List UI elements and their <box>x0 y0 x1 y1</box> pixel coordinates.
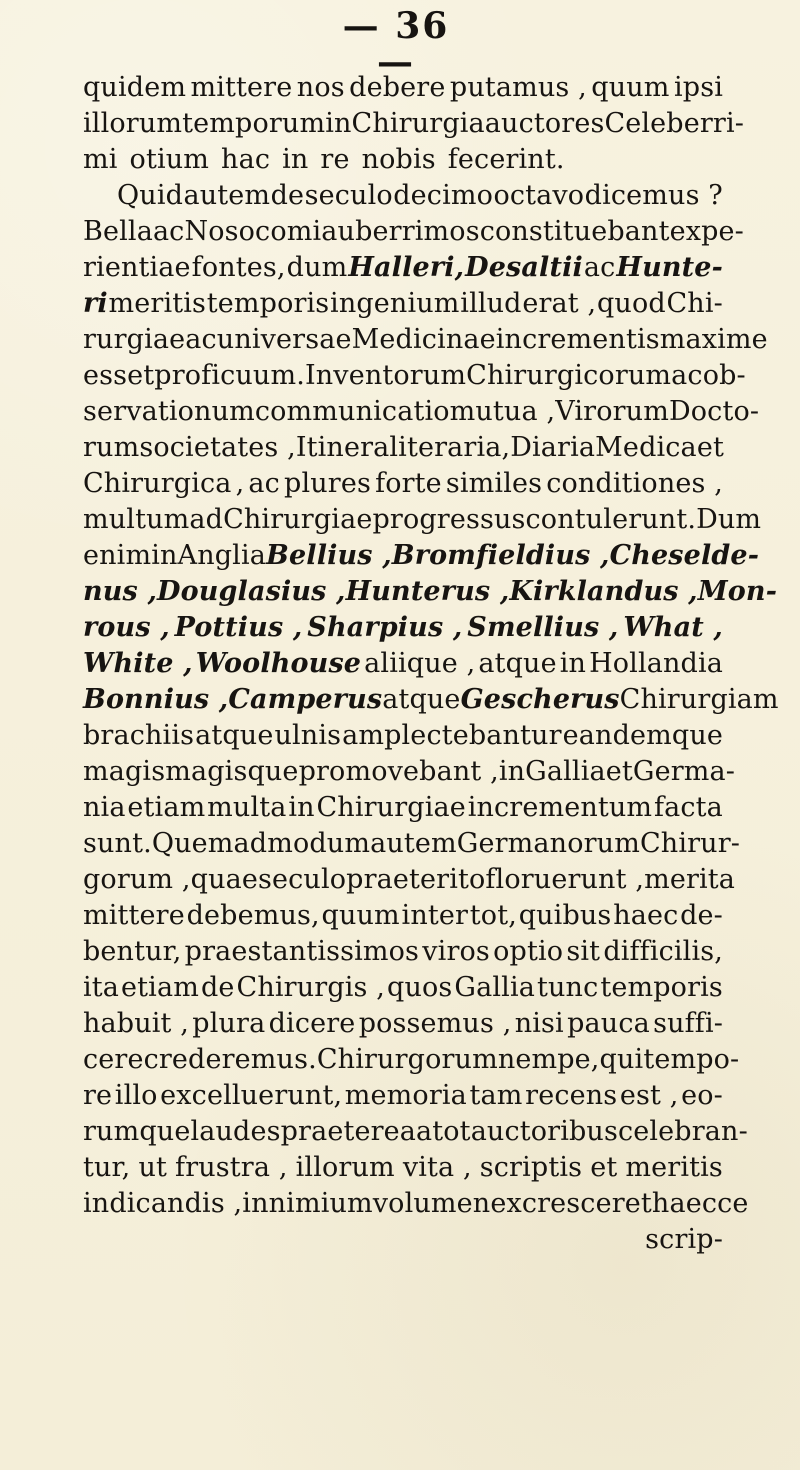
text-line <box>83 574 778 610</box>
text-word: erat , <box>522 288 597 319</box>
text-word: similes <box>445 468 543 499</box>
text-word: promovebant , <box>298 756 499 787</box>
text-line <box>83 646 723 682</box>
text-word: a <box>416 1116 433 1147</box>
text-word: facta <box>654 792 723 823</box>
text-word: Cheselde- <box>609 540 760 571</box>
text-word: sit <box>566 936 601 967</box>
text-word: floruerunt , <box>485 864 645 895</box>
text-word: Bella <box>83 216 153 247</box>
text-line <box>83 1078 723 1114</box>
text-word: atque <box>195 720 274 751</box>
text-word: de <box>270 180 305 211</box>
text-word: magisque <box>165 756 299 787</box>
text-word: communicatio <box>254 396 450 427</box>
text-word: illud <box>460 288 522 319</box>
text-word: magis <box>83 756 166 787</box>
text-word: maxime <box>659 324 768 355</box>
text-word: rum <box>83 432 140 463</box>
text-word: What , <box>623 612 723 643</box>
text-word: inter <box>401 900 469 931</box>
text-word: ulnis <box>274 720 342 751</box>
text-line <box>83 1222 723 1258</box>
text-word: Quemadmodum <box>151 828 371 859</box>
text-word: nia <box>83 792 126 823</box>
text-word: Medicinae <box>351 324 496 355</box>
text-word: merita <box>644 864 736 895</box>
text-word: re <box>320 144 350 175</box>
text-word: nos <box>296 72 345 103</box>
text-word: autem <box>183 180 271 211</box>
text-word: Diaria <box>510 432 596 463</box>
text-word: Chi- <box>666 288 723 319</box>
text-line <box>83 358 746 394</box>
text-word: in <box>288 792 315 823</box>
text-word: dicemus ? <box>584 180 723 211</box>
text-word: mittere <box>190 72 293 103</box>
text-word: celebran- <box>617 1116 748 1147</box>
text-word: proficuum. <box>154 360 305 391</box>
text-word: atque <box>382 684 461 715</box>
text-word: re <box>83 1080 113 1111</box>
text-word: volumen <box>372 1188 491 1219</box>
text-word: ac <box>185 324 217 355</box>
text-word: Douglasius , <box>157 576 346 607</box>
text-word: ad <box>189 504 224 535</box>
text-word: laudes <box>190 1116 281 1147</box>
text-word: viros <box>422 936 490 967</box>
text-word: otium <box>129 144 210 175</box>
text-line <box>83 682 779 718</box>
text-word: fontes, <box>191 252 286 283</box>
text-word: Pottius , <box>174 612 303 643</box>
text-line <box>83 502 762 538</box>
text-word: contulerunt. <box>525 504 697 535</box>
text-word: sunt. <box>83 828 152 859</box>
text-word: quae <box>190 864 259 895</box>
text-word: debere <box>349 72 446 103</box>
text-word: tam <box>469 1080 523 1111</box>
text-word: plura <box>192 1008 266 1039</box>
text-word: expe- <box>669 216 744 247</box>
text-word: dum <box>286 252 348 283</box>
text-word: tempo- <box>643 1044 740 1075</box>
text-word: Chirurgiae <box>223 504 373 535</box>
text-line <box>83 970 723 1006</box>
text-word: multa <box>207 792 287 823</box>
text-word: Gescherus <box>460 684 620 715</box>
text-word: uberrimos <box>337 216 480 247</box>
text-line <box>83 718 723 754</box>
text-line <box>83 214 744 250</box>
text-word: Camperus <box>228 684 383 715</box>
text-line <box>83 610 723 646</box>
text-word: pauca <box>567 1008 650 1039</box>
text-word: meritis <box>625 1152 723 1183</box>
text-word: hac <box>221 144 271 175</box>
text-word: Hollandia <box>589 648 723 679</box>
text-word: est , <box>619 1080 679 1111</box>
text-word: seculo <box>258 864 347 895</box>
text-word: suffi- <box>653 1008 723 1039</box>
text-word: Sharpius , <box>307 612 463 643</box>
text-line <box>83 898 723 934</box>
text-word: Chirurgorum <box>316 1044 498 1075</box>
text-word: mittere <box>83 900 185 931</box>
text-word: ac <box>671 360 703 391</box>
text-word: tur, <box>83 1152 131 1183</box>
text-word: enim <box>83 540 152 571</box>
text-word: Mon- <box>697 576 778 607</box>
text-word: Quid <box>117 180 184 211</box>
text-word: universae <box>216 324 352 355</box>
text-word: esset <box>83 360 155 391</box>
text-word: et <box>696 432 724 463</box>
text-word: etiam <box>127 792 206 823</box>
text-word: bentur, <box>83 936 182 967</box>
text-word: Nosocomia <box>184 216 338 247</box>
text-word: gorum , <box>83 864 191 895</box>
text-word: rientiae <box>83 252 191 283</box>
text-word: ac <box>152 216 185 247</box>
text-word: excresceret <box>490 1188 652 1219</box>
text-word: rous , <box>83 612 170 643</box>
text-word: illorum <box>295 1152 395 1183</box>
text-word: Hunte- <box>616 252 723 283</box>
text-word: meritis <box>108 288 207 319</box>
text-word: progressus <box>372 504 526 535</box>
text-word: ri <box>83 288 108 319</box>
text-word: Dum <box>696 504 762 535</box>
text-word: Germa- <box>632 756 736 787</box>
text-word: nobis <box>361 144 436 175</box>
text-word: praestantissimos <box>184 936 420 967</box>
text-word: Kirklandus , <box>509 576 698 607</box>
text-word: vita , <box>402 1152 472 1183</box>
text-word: seculo <box>304 180 393 211</box>
text-line <box>83 322 768 358</box>
text-word: praeterito <box>346 864 486 895</box>
text-word: de <box>200 972 235 1003</box>
text-word: Chirurgiam <box>619 684 779 715</box>
text-word: plures <box>284 468 371 499</box>
text-word: in <box>282 144 309 175</box>
text-word: fecerint. <box>447 144 565 175</box>
text-word: crederemus. <box>143 1044 317 1075</box>
text-word: temporis <box>600 972 723 1003</box>
text-word: rumque <box>83 1116 191 1147</box>
text-line <box>83 934 723 970</box>
text-word: conditiones , <box>546 468 723 499</box>
text-line <box>83 1150 723 1186</box>
text-word: memoria <box>344 1080 467 1111</box>
text-line <box>83 466 723 502</box>
text-word: de- <box>680 900 723 931</box>
text-word: Bellius , <box>266 540 392 571</box>
text-word: frustra , <box>175 1152 288 1183</box>
text-word: nimium <box>268 1188 373 1219</box>
text-line <box>83 430 723 466</box>
text-word: tot <box>432 1116 471 1147</box>
text-word: incrementis <box>495 324 660 355</box>
text-word: multum <box>83 504 190 535</box>
text-word: servationum <box>83 396 255 427</box>
text-word: Bromfieldius , <box>391 540 610 571</box>
text-word: nisi <box>514 1008 564 1039</box>
text-word: Smellius , <box>467 612 619 643</box>
text-word: indicandis , <box>83 1188 243 1219</box>
text-word: ita <box>83 972 120 1003</box>
text-word: amplectebantur <box>342 720 562 751</box>
text-word: ac <box>583 252 616 283</box>
text-word: Hunterus , <box>345 576 510 607</box>
text-word: brachiis <box>83 720 195 751</box>
text-word: , <box>235 468 245 499</box>
text-line <box>83 286 723 322</box>
text-word: Chirurgis , <box>236 972 386 1003</box>
text-word: Gallia <box>454 972 535 1003</box>
text-word: qui <box>599 1044 644 1075</box>
text-word: possemus , <box>358 1008 512 1039</box>
text-word: decimo <box>393 180 494 211</box>
text-word: in <box>151 540 178 571</box>
text-word: Halleri, <box>348 252 465 283</box>
text-word: quos <box>387 972 453 1003</box>
text-word: ingenium <box>330 288 460 319</box>
text-word: quum <box>321 900 400 931</box>
text-word: nus , <box>83 576 158 607</box>
text-line <box>83 1006 723 1042</box>
text-word: optio <box>493 936 564 967</box>
page-number: — 36 — <box>342 5 450 83</box>
text-word: Anglia <box>177 540 266 571</box>
text-line <box>83 250 723 286</box>
text-word: quod <box>596 288 666 319</box>
text-word: haecce <box>651 1188 749 1219</box>
text-line <box>83 538 760 574</box>
text-word: Medica <box>595 432 697 463</box>
text-word: Chirurgiae <box>316 792 466 823</box>
text-word: Celeberri- <box>604 108 745 139</box>
text-word: praeterea <box>280 1116 417 1147</box>
text-word: excelluerunt, <box>160 1080 343 1111</box>
text-word: in <box>559 648 587 679</box>
text-word: Chirurgia <box>351 108 485 139</box>
text-word: auctoribus <box>470 1116 618 1147</box>
text-line <box>83 70 723 106</box>
text-word: tunc <box>536 972 599 1003</box>
text-word: Germanorum <box>456 828 640 859</box>
text-word: Gallia <box>525 756 606 787</box>
text-word: tot, <box>469 900 517 931</box>
text-line <box>83 826 741 862</box>
text-line <box>83 394 760 430</box>
text-word: rurgiae <box>83 324 186 355</box>
text-word: et <box>605 756 633 787</box>
text-word: Inventorum <box>304 360 467 391</box>
text-word: difficilis, <box>603 936 723 967</box>
text-word: societates , <box>139 432 296 463</box>
text-word: auctores <box>484 108 605 139</box>
text-word: in <box>325 108 352 139</box>
text-line <box>83 1186 749 1222</box>
text-word: cere <box>83 1044 144 1075</box>
text-word: Chirurgica <box>83 468 232 499</box>
text-word: ipsi <box>673 72 723 103</box>
text-word: eo- <box>681 1080 723 1111</box>
text-word: forte <box>375 468 442 499</box>
text-word: etiam <box>121 972 199 1003</box>
text-word: in <box>498 756 526 787</box>
text-word: aliique , <box>364 648 476 679</box>
text-word: scriptis <box>479 1152 583 1183</box>
text-word: autem <box>370 828 457 859</box>
text-word: ut <box>138 1152 167 1183</box>
text-word: Docto- <box>668 396 760 427</box>
text-word: constituebant <box>479 216 670 247</box>
text-line <box>83 862 736 898</box>
text-word: eandemque <box>562 720 723 751</box>
text-word: Chirur- <box>639 828 741 859</box>
text-word: Itinera <box>295 432 390 463</box>
text-word: Virorum <box>555 396 669 427</box>
text-word: octavo <box>493 180 585 211</box>
text-word: debemus, <box>186 900 320 931</box>
text-word: putamus , <box>449 72 587 103</box>
text-line <box>83 1042 740 1078</box>
text-line <box>83 106 745 142</box>
text-word: quidem <box>83 72 187 103</box>
text-word: ac <box>248 468 280 499</box>
text-word: literaria, <box>389 432 511 463</box>
text-line <box>83 1114 748 1150</box>
text-word: dicere <box>268 1008 356 1039</box>
text-word: mi <box>83 144 118 175</box>
text-word: haec <box>613 900 679 931</box>
text-word: in <box>242 1188 269 1219</box>
text-word: Desaltii <box>465 252 583 283</box>
text-word: Bonnius , <box>83 684 229 715</box>
text-word: White , <box>83 648 193 679</box>
text-word: temporis <box>206 288 330 319</box>
text-line <box>83 754 736 790</box>
text-word: habuit , <box>83 1008 190 1039</box>
text-line <box>83 790 723 826</box>
text-line <box>83 142 565 178</box>
text-word: incrementum <box>467 792 653 823</box>
text-word: atque <box>478 648 557 679</box>
text-word: recens <box>525 1080 618 1111</box>
text-word: ob- <box>702 360 746 391</box>
text-word: quum <box>591 72 670 103</box>
text-word: illo <box>114 1080 158 1111</box>
text-word: nempe, <box>497 1044 600 1075</box>
text-word: Chirurgicorum <box>466 360 672 391</box>
text-word: scrip- <box>645 1224 723 1255</box>
text-word: illorum <box>83 108 183 139</box>
text-word: mutua , <box>449 396 556 427</box>
text-line <box>117 178 723 214</box>
text-word: quibus <box>518 900 612 931</box>
text-word: temporum <box>182 108 326 139</box>
text-word: et <box>590 1152 618 1183</box>
text-word: Woolhouse <box>195 648 362 679</box>
